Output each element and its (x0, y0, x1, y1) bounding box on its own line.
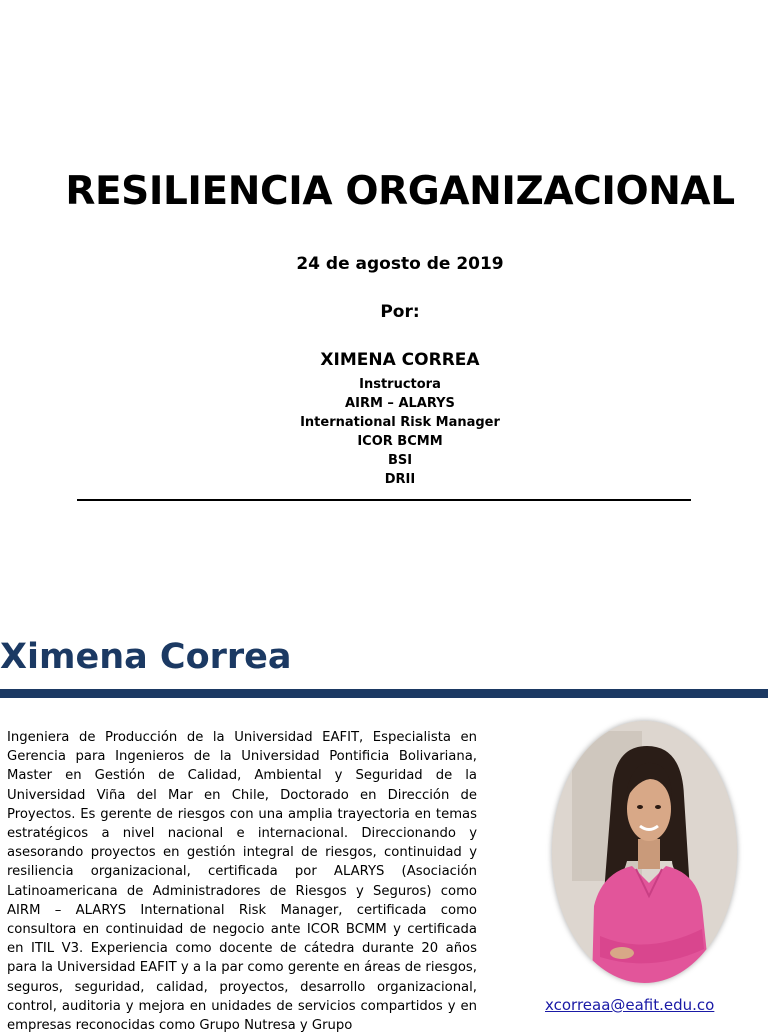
presenter-credentials (0, 375, 768, 489)
credential-item: BSI (387, 453, 413, 468)
email-link-primary[interactable]: xcorreaa@eafit.edu.co (545, 996, 715, 1014)
presenter-name: XIMENA CORREA (320, 350, 480, 370)
title-divider (77, 499, 691, 501)
credential-item: ICOR BCMM (357, 434, 443, 449)
presentation-title: RESILIENCIA ORGANIZACIONAL (65, 169, 735, 214)
credential-item: AIRM – ALARYS (345, 396, 455, 411)
portrait-photo-icon (552, 721, 737, 983)
credential-item: DRII (384, 472, 416, 487)
bio-slide (0, 600, 768, 1034)
by-label: Por: (380, 302, 420, 322)
portrait-photo (552, 721, 737, 983)
heading-bar (0, 689, 768, 698)
credential-item: International Risk Manager (300, 415, 500, 430)
bio-text: Ingeniera de Producción de la Universidad EAFIT, Especialista en Gerencia para Ingenieros de la Universidad Pontificia Bolivariana, Master en Gestión de Calidad, Ambiental y Seguridad de la Universidad Viña del Mar en Chile, Doctorado en Dirección de Proyectos. Es gerente de riesgos con una amplia trayectoria en temas estratégicos a nivel nacional e internacional. Direccionando y asesorando proyectos en gestión integral de riesgos, continuidad y resiliencia organizacional, certificada por ALARYS (Asociación Latinoamericana de Administradores de Riesgos y Seguros) como AIRM – ALARYS International Risk Manager, certificada como consultora en continuidad de negocio ante ICOR BCMM y certificada en ITIL V3. Experiencia como docente de cátedra durante 20 años para la Universidad EAFIT y a la par como gerente en áreas de riesgos, seguros, seguridad, calidad, proyectos, desarrollo organizacional, control, auditoria y mejora en unidades de servicios compartidos y en empresas reconocidas como Grupo Nutresa y Grupo (7, 730, 477, 1034)
credential-item: Instructora (359, 377, 441, 392)
presentation-date: 24 de agosto de 2019 (296, 254, 504, 274)
bio-heading: Ximena Correa (0, 637, 292, 677)
